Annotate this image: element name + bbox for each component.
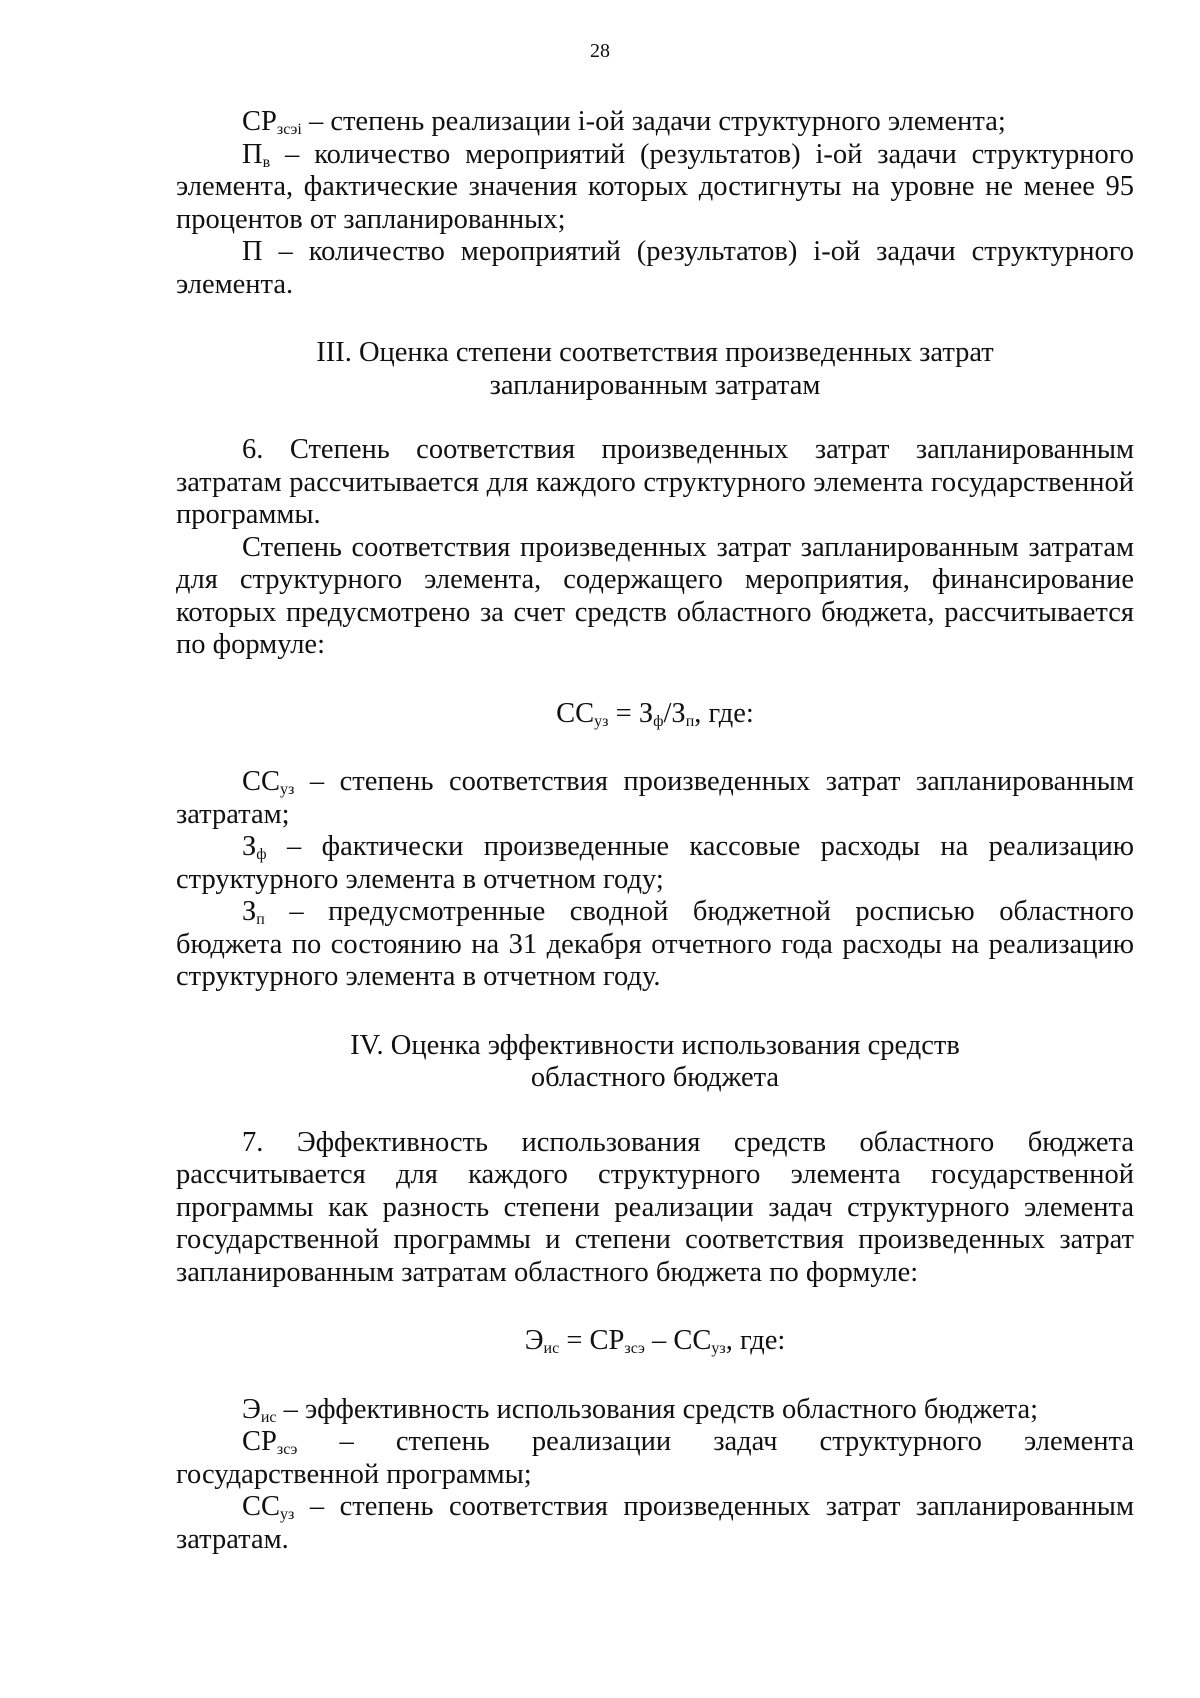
symbol: СР (242, 106, 277, 137)
definition-sr-zsei (176, 106, 1134, 139)
section-3-heading (176, 337, 1134, 402)
definition-p: П – количество мероприятий (результатов) i-ой задачи структурного элемента. (176, 236, 1134, 300)
definition-ss-uz: $СС_{уз}$ – степень соответствия произведенных затрат запланированным затратам; (176, 766, 1134, 830)
section-4-heading (176, 1030, 1134, 1095)
definition-z-f: $З_ф$ – фактически произведенные кассовые расходы на реализацию структурного элемента в отчетном году; (176, 831, 1134, 895)
page-number: 28 (590, 40, 610, 62)
definition-ss-uz-2: $СС_{уз}$ – степень соответствия произведенных затрат запланированным затратам. (176, 1491, 1134, 1555)
formula-e-is: $Э_{ис} = СР_{зсэ} - СС_{уз}$, где: (524, 1325, 786, 1357)
paragraph-6: 6. Степень соответствия произведенных затрат запланированным затратам рассчитывается для каждого структурного элемента государственной программы. (176, 434, 1134, 530)
symbol-subscript: в (262, 153, 271, 171)
paragraph-7: 7. Эффективность использования средств областного бюджета рассчитывается для каждого структурного элемента государственной программы как разность степени реализации задач структурного элемента государственной программы и степени соответствия произведенных затрат запланированным затратам областного бюджета по формуле: (176, 1126, 1134, 1288)
paragraph-6-formula-intro: Степень соответствия произведенных затрат запланированным затратам для структурного элемента, содержащего мероприятия, финансирование которых предусмотрено за счет средств областного бюджета, рассчитывается по формуле: (176, 531, 1134, 660)
definition-z-p: $З_п$ – предусмотренные сводной бюджетной росписью областного бюджета по состоянию на 31 декабря отчетного года расходы на реализацию структурного элемента в отчетном году. (176, 896, 1134, 992)
heading-line: III. Оценка степени соответствия произведенных затрат (316, 337, 994, 368)
heading-line: запланированным затратам (489, 369, 821, 401)
page-content (176, 106, 1134, 1556)
definition-text: – степень реализации i-ой задачи структурного элемента; (301, 106, 1006, 137)
definition-sr-zse: $СР_{зсэ}$ – степень реализации задач структурного элемента государственной программы; (176, 1426, 1134, 1490)
symbol: П (242, 138, 263, 170)
heading-line: областного бюджета (530, 1062, 780, 1093)
definition-e-is: $Э_{ис}$ – эффективность использования средств областного бюджета; (242, 1393, 1039, 1426)
formula-ss-uz: $СС_{уз} = З_ф/З_п$, где: (556, 697, 754, 730)
definition-pv (176, 139, 1134, 237)
heading-line: IV. Оценка эффективности использования средств (350, 1029, 960, 1061)
symbol-subscript: зсэi (276, 121, 302, 138)
definition-text: – количество мероприятий (результатов) i-ой задачи структурного элемента, фактические значения которых достигнуты на уровне не менее 95 процентов от запланированных; (176, 138, 1134, 235)
